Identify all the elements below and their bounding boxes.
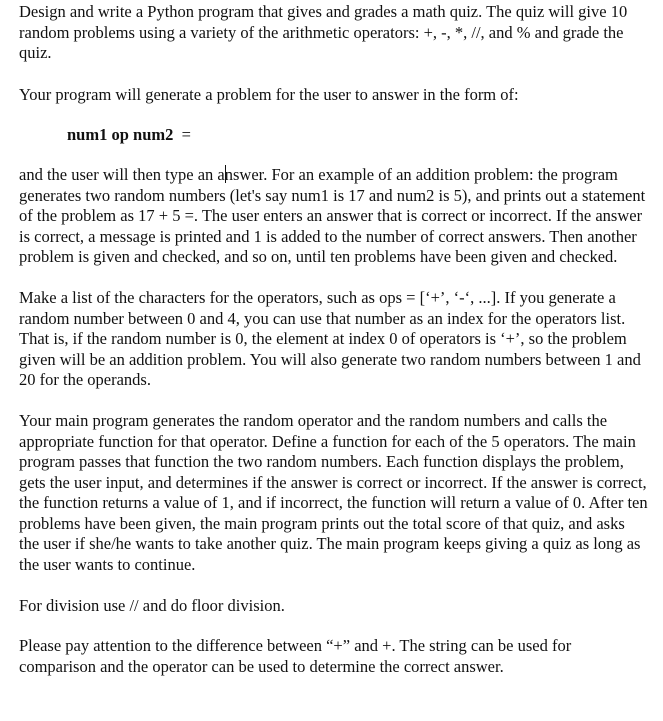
paragraph-example [19,165,649,268]
word-start: a [217,164,225,184]
paragraph-main-program: Your main program generates the random operator and the random numbers and calls the appropriate function for that operator. Define a function for each of the 5 operators. The main program passes that function the two random numbers. Each function displays the problem, gets the user input, and determines if the answer is correct or incorrect. If the answer is correct, the function returns a value of 1, and if incorrect, the function will return a value of 0. After ten problems have been given, the main program prints out the total score of that quiz, and asks the user if she/he wants to take another quiz. The main program keeps giving a quiz as long as the user wants to continue. [19,410,652,575]
paragraph-string-vs-operator: Please pay attention to the difference between “+” and +. The string can be used for comparison and the operator can be used to determine the correct answer. [19,636,576,676]
formula-expression: num1 op num2 [67,125,174,145]
paragraph-division: For division use // and do floor division. [19,595,285,615]
document-body [19,2,652,677]
formula-line [19,125,649,146]
paragraph-intro: Design and write a Python program that gives and grades a math quiz. The quiz will give 10 random problems using a variety of the arithmetic operators: +, -, *, //, and % and grade the quiz. [19,2,632,63]
paragraph-form: Your program will generate a problem for the user to answer in the form of: [19,84,519,104]
paragraph-example-rest: nswer. For an example of an addition problem: the program generates two random numbers (let's say num1 is 17 and num2 is 5), and prints out a statement of the problem as 17 + 5 =. The user enters an answer that is correct or incorrect. If the answer is correct, a message is printed and 1 is added to the number of correct answers. Then another problem is given and checked, and so on, until ten problems have been given and checked. [19,164,650,267]
paragraph-example-start: and the user will then type an [19,164,218,184]
paragraph-operators-list: Make a list of the characters for the operators, such as ops = [‘+’, ‘-‘, ...]. If you generate a random number between 0 and 4, you can use that number as an index for the operators list. That is, if the random number is 0, the element at index 0 of operators is ‘+’, so the problem given will be an addition problem. You will also generate two random numbers between 1 and 20 for the operands. [19,287,645,390]
formula-equals: = [181,125,191,145]
